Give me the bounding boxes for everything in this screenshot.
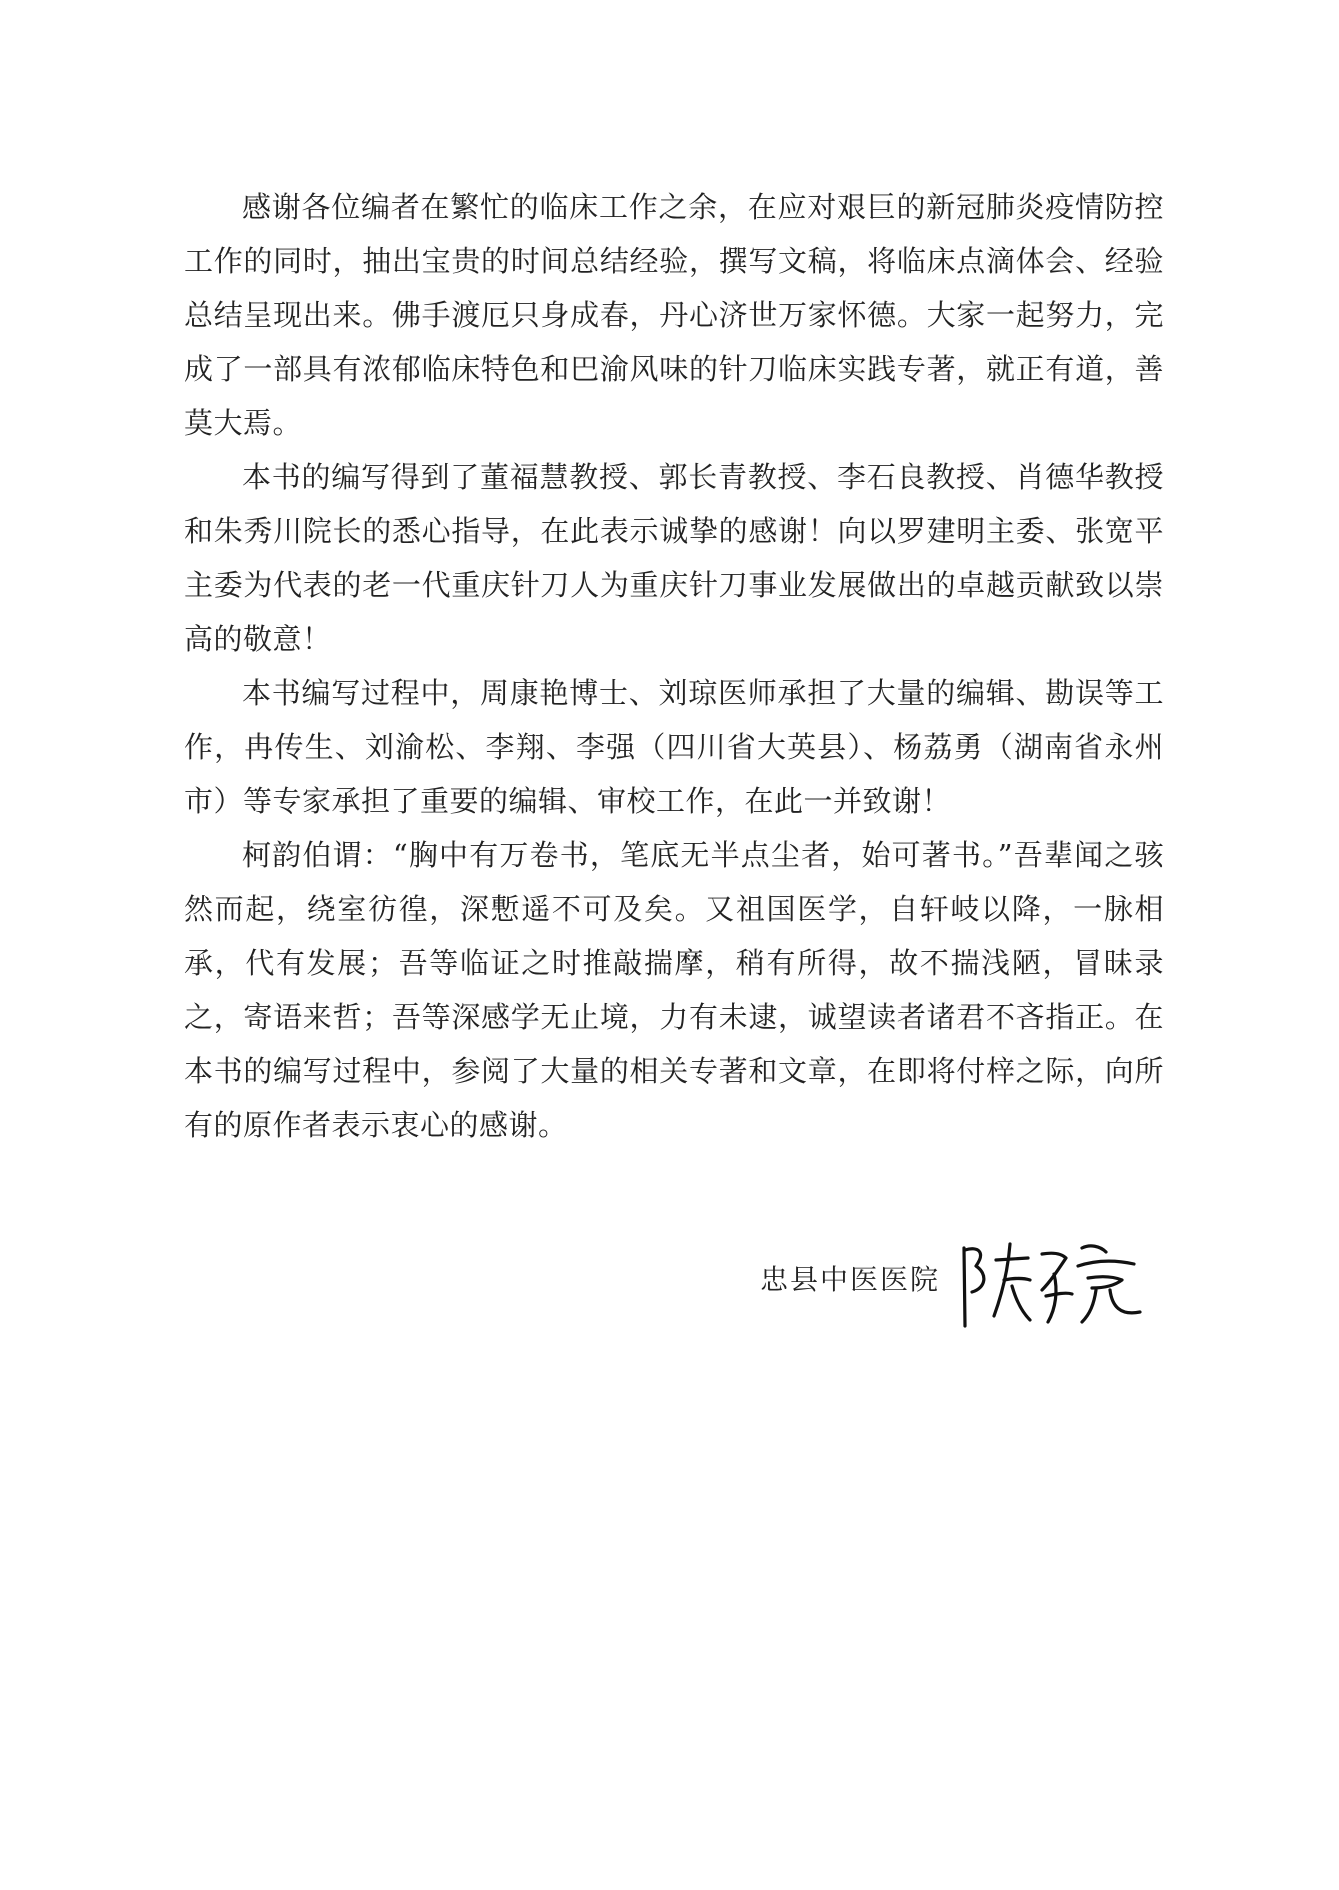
signature-block: [760, 1230, 1180, 1340]
paragraph-4: 柯韵伯谓：“胸中有万卷书，笔底无半点尘者，始可著书。”吾辈闻之骇然而起，绕室彷徨，深慙遥不可及矣。又祖国医学，自轩岐以降，一脉相承，代有发展；吾等临证之时推敲揣摩，稍有所得，故不揣浅陋，冒昧录之，寄语来哲；吾等深感学无止境，力有未逮，诚望读者诸君不吝指正。在本书的编写过程中，参阅了大量的相关专著和文章，在即将付梓之际，向所有的原作者表示衷心的感谢。: [184, 838, 1164, 1142]
paragraph-2: 本书的编写得到了董福慧教授、郭长青教授、李石良教授、肖德华教授和朱秀川院长的悉心指导，在此表示诚挚的感谢！向以罗建明主委、张宽平主委为代表的老一代重庆针刀人为重庆针刀事业发展做出的卓越贡献致以崇高的敬意！: [184, 460, 1164, 656]
acknowledgement-body: [184, 180, 1164, 1152]
organization-name: 忠县中医医院: [760, 1263, 941, 1296]
paragraph-1: 感谢各位编者在繁忙的临床工作之余，在应对艰巨的新冠肺炎疫情防控工作的同时，抽出宝贵的时间总结经验，撰写文稿，将临床点滴体会、经验总结呈现出来。佛手渡厄只身成春，丹心济世万家怀德。大家一起努力，完成了一部具有浓郁临床特色和巴渝风味的针刀临床实践专著，就正有道，善莫大焉。: [184, 190, 1164, 440]
handwritten-signature: [950, 1230, 1150, 1340]
paragraph-3: 本书编写过程中，周康艳博士、刘琼医师承担了大量的编辑、勘误等工作，冉传生、刘渝松、李翔、李强（四川省大英县）、杨荔勇（湖南省永州市）等专家承担了重要的编辑、审校工作，在此一并致谢！: [184, 676, 1164, 818]
